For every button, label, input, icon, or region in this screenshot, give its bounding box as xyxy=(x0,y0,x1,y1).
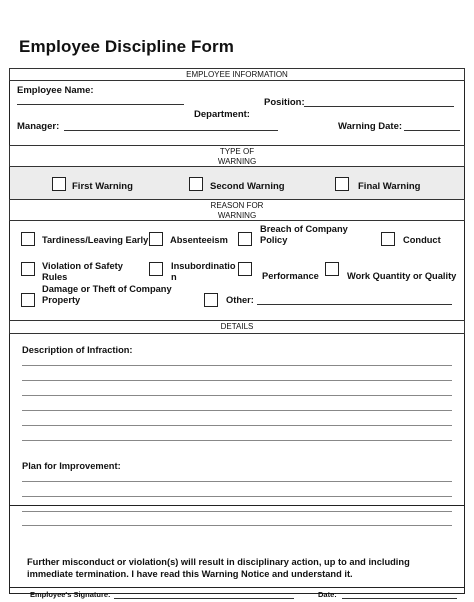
tardiness-checkbox[interactable] xyxy=(21,232,35,246)
description-label: Description of Infraction: xyxy=(22,345,133,355)
reason-header-line2: WARNING xyxy=(217,210,257,220)
safety-checkbox[interactable] xyxy=(21,262,35,276)
position-label: Position: xyxy=(264,97,305,108)
employee-info-header xyxy=(9,68,465,81)
breach-checkbox[interactable] xyxy=(238,232,252,246)
insubordination-checkbox[interactable] xyxy=(149,262,163,276)
damage-label xyxy=(42,284,172,306)
description-line[interactable] xyxy=(22,365,452,366)
notice-line2: immediate termination. I have read this Warning Notice and understand it. xyxy=(27,568,353,579)
plan-label: Plan for Improvement: xyxy=(22,461,121,471)
breach-label xyxy=(260,224,348,246)
performance-label: Performance xyxy=(262,271,319,281)
manager-label: Manager: xyxy=(17,121,60,132)
notice-line1: Further misconduct or violation(s) will result in disciplinary action, up to and including xyxy=(27,557,410,567)
type-of-warning-header-line1: TYPE OF xyxy=(219,147,255,156)
second-warning-checkbox[interactable] xyxy=(189,177,203,191)
warning-date-field[interactable] xyxy=(404,130,460,131)
position-field[interactable] xyxy=(304,106,454,107)
damage-checkbox[interactable] xyxy=(21,293,35,307)
employee-name-label: Employee Name: xyxy=(17,85,94,96)
first-warning-checkbox[interactable] xyxy=(52,177,66,191)
details-header-text: DETAILS xyxy=(220,322,254,331)
other-label: Other: xyxy=(226,295,254,305)
final-warning-checkbox[interactable] xyxy=(335,177,349,191)
performance-checkbox[interactable] xyxy=(238,262,252,276)
reason-header-line1: REASON FOR xyxy=(210,201,264,210)
employee-name-field[interactable] xyxy=(17,104,184,105)
plan-line[interactable] xyxy=(22,525,452,526)
second-warning-label: Second Warning xyxy=(210,181,285,192)
employee-signature-label: Employee's Signature: xyxy=(30,590,111,599)
damage-label-line2: Property xyxy=(42,295,81,305)
plan-line[interactable] xyxy=(22,496,452,497)
insubordination-label-line2: n xyxy=(171,272,177,282)
department-label: Department: xyxy=(194,109,250,120)
insubordination-label-line1: Insubordinatio xyxy=(171,261,236,271)
absenteeism-label: Absenteeism xyxy=(170,235,228,245)
conduct-checkbox[interactable] xyxy=(381,232,395,246)
details-bottom-divider xyxy=(9,505,465,506)
details-header xyxy=(9,320,465,334)
final-warning-label: Final Warning xyxy=(358,181,421,192)
conduct-label: Conduct xyxy=(403,235,441,245)
description-line[interactable] xyxy=(22,425,452,426)
employee-signature-field[interactable] xyxy=(114,598,294,599)
safety-label xyxy=(42,261,123,283)
acknowledgement-notice xyxy=(27,557,457,580)
breach-label-line1: Breach of Company xyxy=(260,224,348,234)
description-line[interactable] xyxy=(22,410,452,411)
work-quantity-label: Work Quantity or Quality xyxy=(347,271,457,281)
signature-date-field[interactable] xyxy=(342,598,457,599)
first-warning-label: First Warning xyxy=(72,181,133,192)
plan-line[interactable] xyxy=(22,511,452,512)
tardiness-label: Tardiness/Leaving Early xyxy=(42,235,149,245)
absenteeism-checkbox[interactable] xyxy=(149,232,163,246)
work-quantity-checkbox[interactable] xyxy=(325,262,339,276)
type-of-warning-header xyxy=(9,145,465,167)
safety-label-line2: Rules xyxy=(42,272,68,282)
insubordination-label xyxy=(171,261,236,283)
type-of-warning-header-line2: WARNING xyxy=(217,156,257,166)
reason-for-warning-header xyxy=(9,199,465,221)
description-line[interactable] xyxy=(22,395,452,396)
description-line[interactable] xyxy=(22,440,452,441)
other-checkbox[interactable] xyxy=(204,293,218,307)
description-line[interactable] xyxy=(22,380,452,381)
warning-date-label: Warning Date: xyxy=(338,121,403,132)
plan-line[interactable] xyxy=(22,481,452,482)
other-field[interactable] xyxy=(257,304,452,305)
breach-label-line2: Policy xyxy=(260,235,288,245)
damage-label-line1: Damage or Theft of Company xyxy=(42,284,172,294)
employee-info-header-text: EMPLOYEE INFORMATION xyxy=(186,70,288,79)
form-title: Employee Discipline Form xyxy=(19,37,234,56)
manager-field[interactable] xyxy=(64,130,278,131)
signature-date-label: Date: xyxy=(318,590,337,599)
safety-label-line1: Violation of Safety xyxy=(42,261,123,271)
